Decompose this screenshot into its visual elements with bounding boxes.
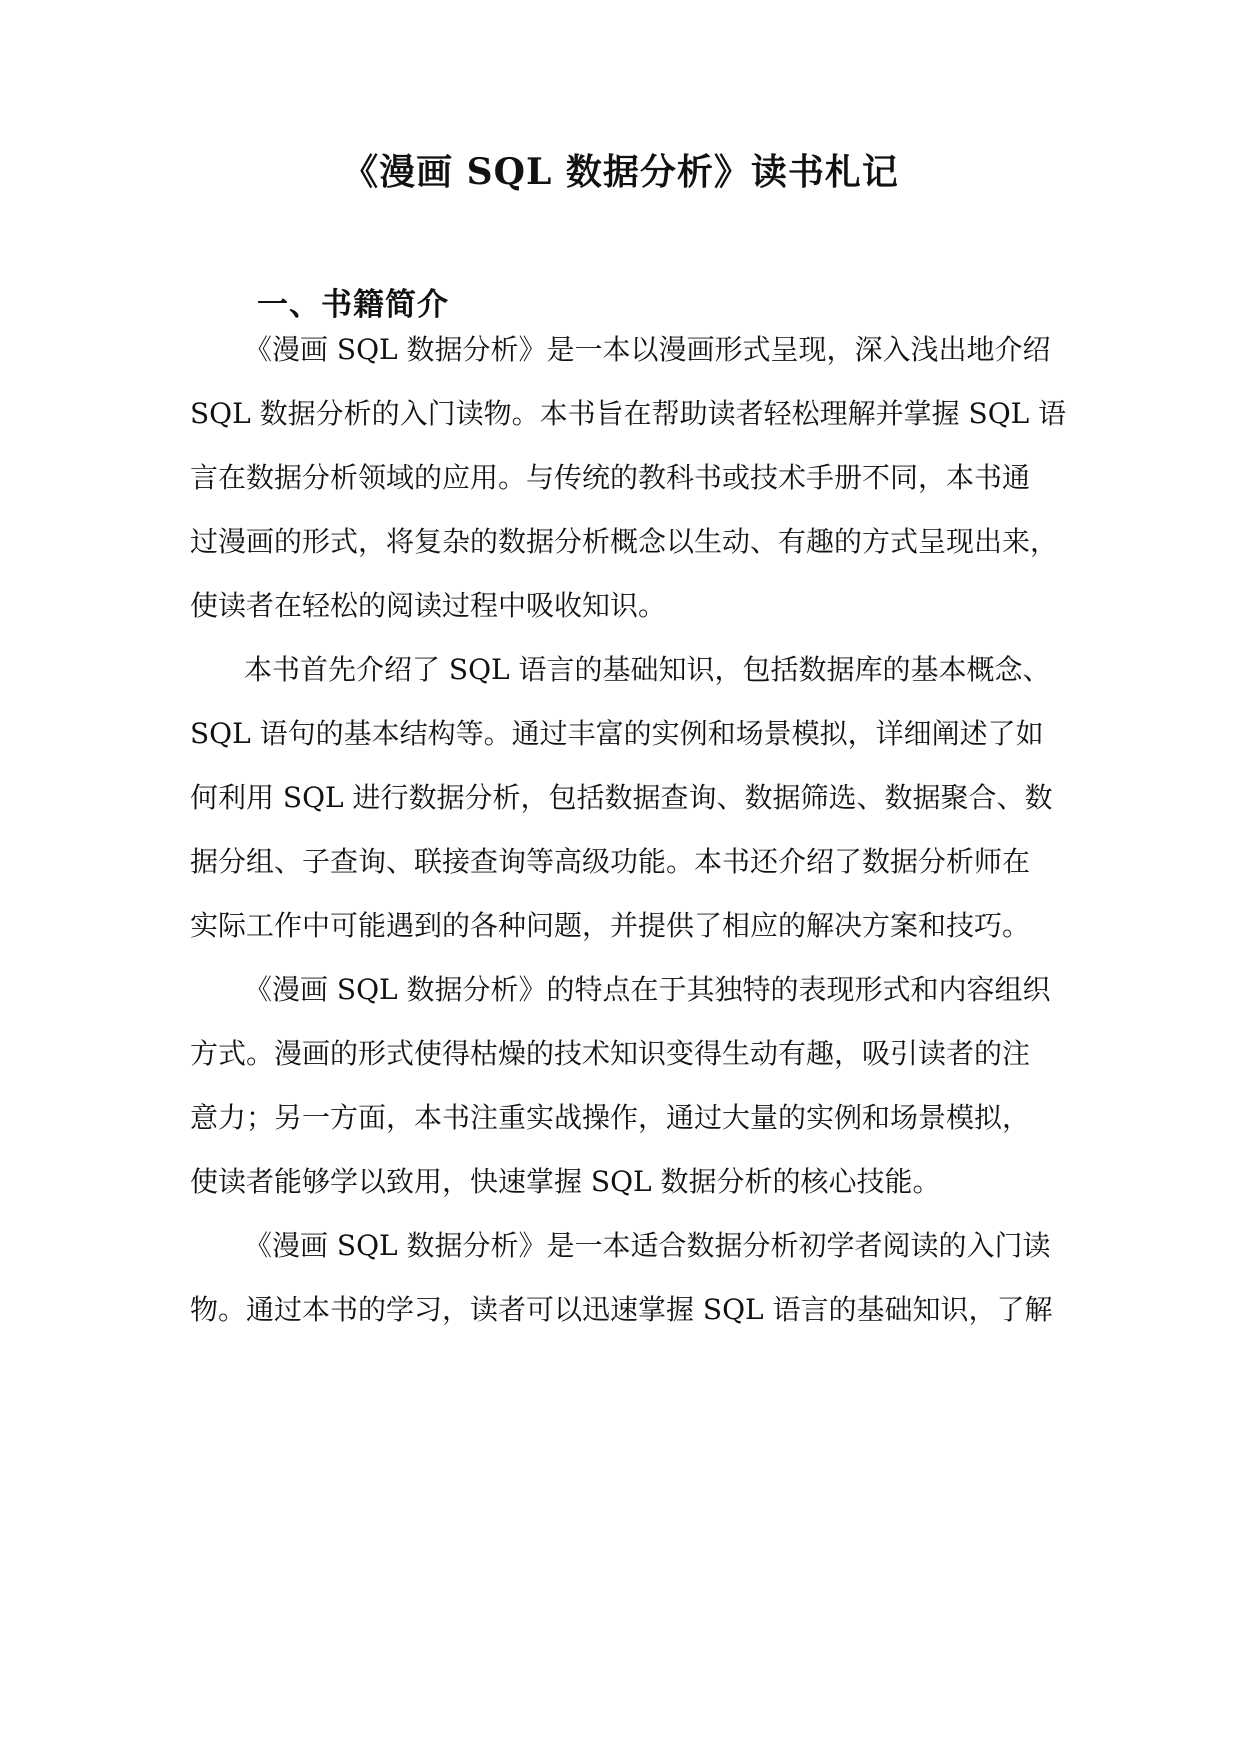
section-heading-book-intro: 一、书籍简介 [257, 287, 449, 323]
paragraph-line: SQL 数据分析的入门读物。本书旨在帮助读者轻松理解并掌握 SQL 语 [190, 397, 1067, 430]
paragraph-line: 意力；另一方面，本书注重实战操作，通过大量的实例和场景模拟， [190, 1101, 1031, 1134]
document-title: 《漫画 SQL 数据分析》读书札记 [342, 151, 899, 193]
paragraph-line: 据分组、子查询、联接查询等高级功能。本书还介绍了数据分析师在 [190, 845, 1031, 878]
paragraph-line: 本书首先介绍了 SQL 语言的基础知识，包括数据库的基本概念、 [244, 653, 1051, 686]
paragraph-line: 言在数据分析领域的应用。与传统的教科书或技术手册不同，本书通 [190, 461, 1031, 494]
paragraph-line: 《漫画 SQL 数据分析》是一本以漫画形式呈现，深入浅出地介绍 [244, 333, 1051, 366]
paragraph-line: 过漫画的形式，将复杂的数据分析概念以生动、有趣的方式呈现出来， [190, 525, 1059, 558]
paragraph-line: 《漫画 SQL 数据分析》的特点在于其独特的表现形式和内容组织 [244, 973, 1051, 1006]
paragraph-line: 实际工作中可能遇到的各种问题，并提供了相应的解决方案和技巧。 [190, 909, 1031, 942]
paragraph-line: 《漫画 SQL 数据分析》是一本适合数据分析初学者阅读的入门读 [244, 1229, 1051, 1262]
paragraph-line: 何利用 SQL 进行数据分析，包括数据查询、数据筛选、数据聚合、数 [190, 781, 1053, 814]
paragraph-line: 使读者能够学以致用，快速掌握 SQL 数据分析的核心技能。 [190, 1165, 941, 1198]
paragraph-line: 物。通过本书的学习，读者可以迅速掌握 SQL 语言的基础知识，了解 [190, 1293, 1053, 1326]
paragraph-line: 方式。漫画的形式使得枯燥的技术知识变得生动有趣，吸引读者的注 [190, 1037, 1031, 1070]
paragraph-line: SQL 语句的基本结构等。通过丰富的实例和场景模拟，详细阐述了如 [190, 717, 1044, 750]
paragraph-line: 使读者在轻松的阅读过程中吸收知识。 [190, 589, 667, 622]
